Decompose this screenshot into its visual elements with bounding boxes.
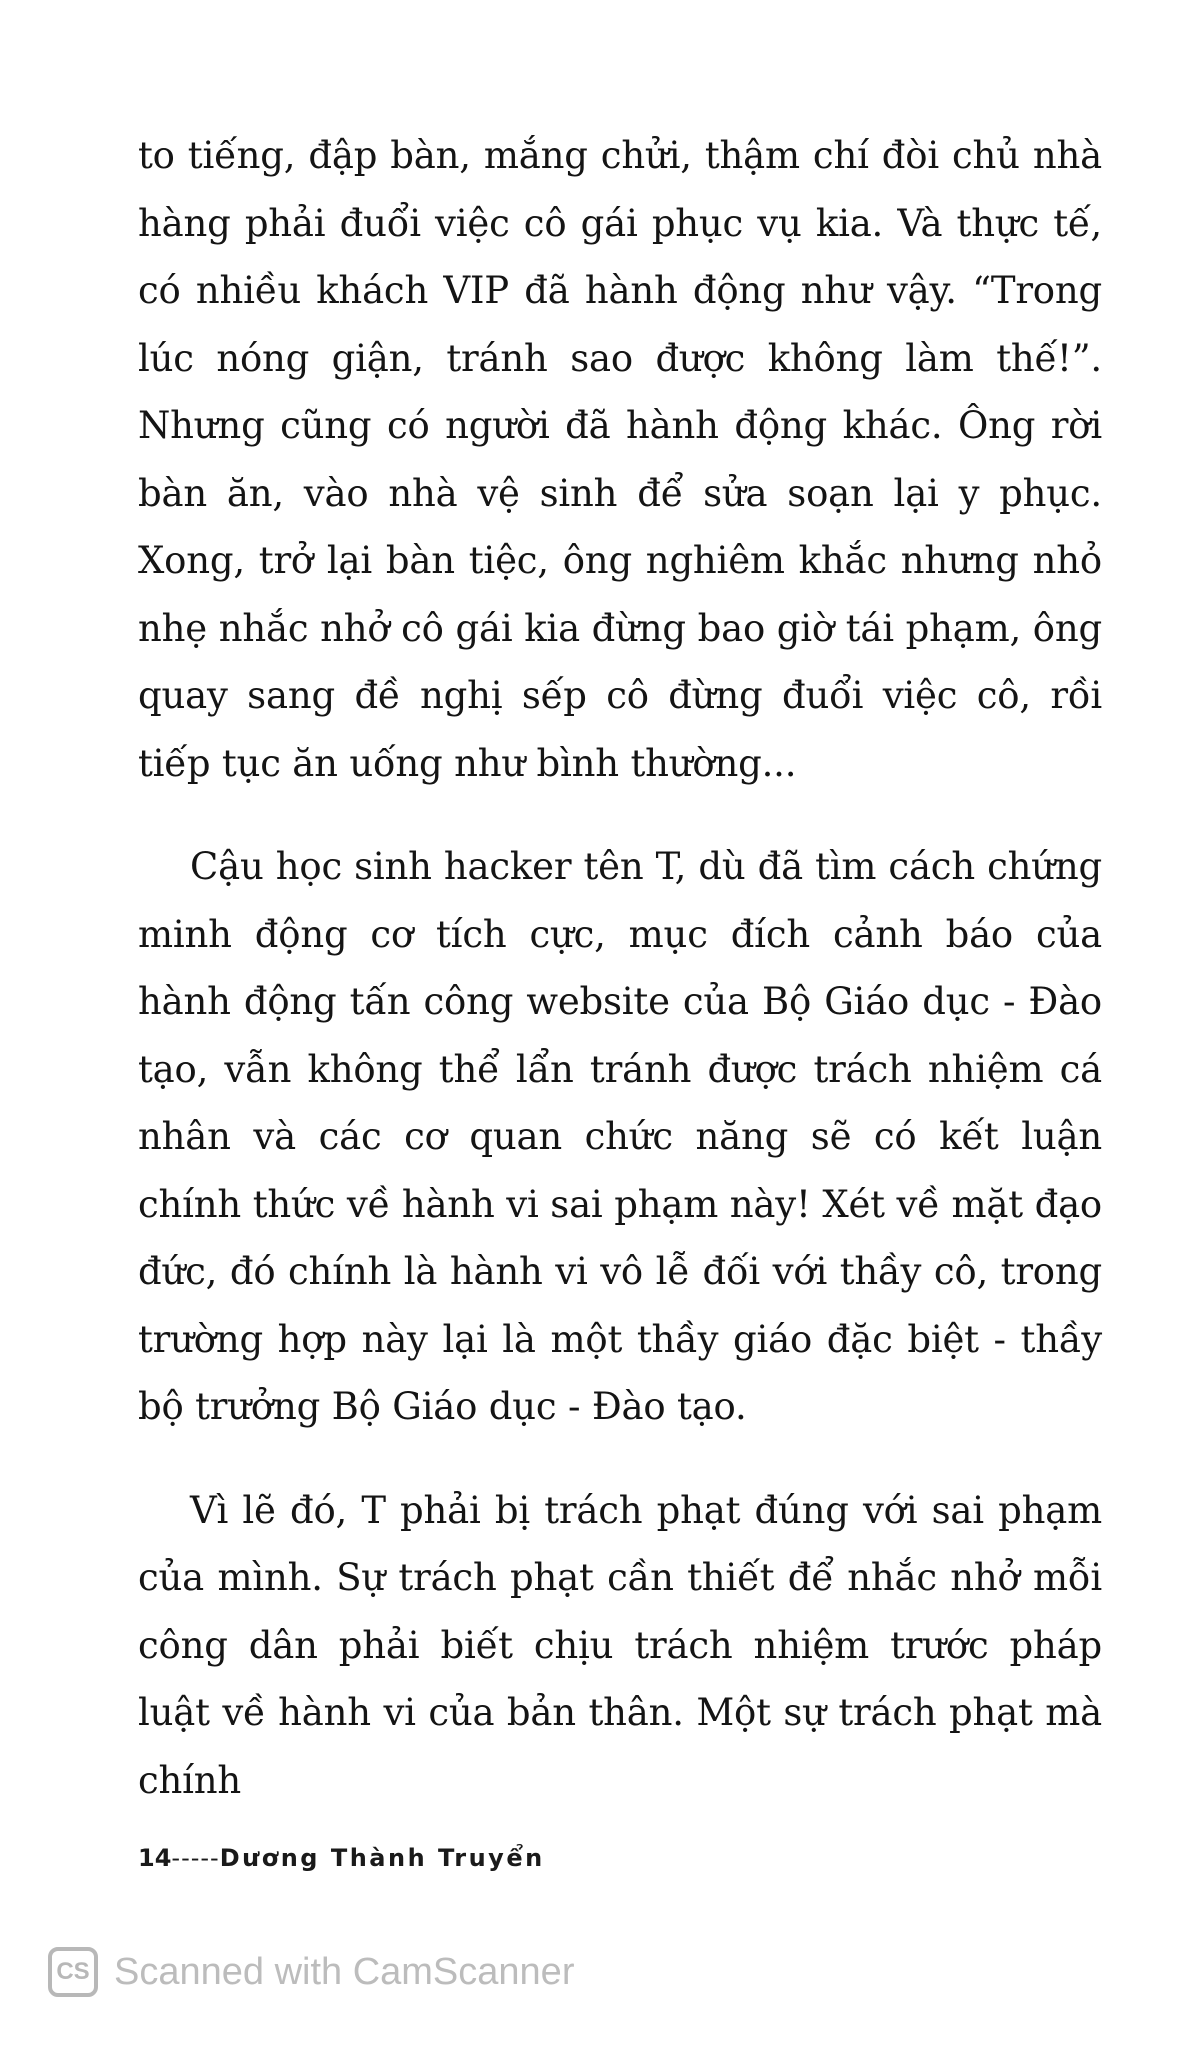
footer-separator: ----- [171,1844,220,1872]
camscanner-logo-icon: CS [48,1947,98,1997]
page-footer [138,1844,545,1872]
watermark-text: Scanned with CamScanner [114,1950,575,1993]
page-number: 14 [138,1844,172,1872]
paragraph-2: Cậu học sinh hacker tên T, dù đã tìm cách chứng minh động cơ tích cực, mục đích cảnh báo của hành động tấn công website của Bộ Giáo dục - Đào tạo, vẫn không thể lẩn tránh được trách nhiệm cá nhân và các cơ quan chức năng sẽ có kết luận chính thức về hành vi sai phạm này! Xét về mặt đạo đức, đó chính là hành vi vô lễ đối với thầy cô, trong trường hợp này lại là một thầy giáo đặc biệt - thầy bộ trưởng Bộ Giáo dục - Đào tạo. [138,845,1102,1428]
paragraph-1: to tiếng, đập bàn, mắng chửi, thậm chí đòi chủ nhà hàng phải đuổi việc cô gái phục vụ kia. Và thực tế, có nhiều khách VIP đã hành động như vậy. “Trong lúc nóng giận, tránh sao được không làm thế!”. Nhưng cũng có người đã hành động khác. Ông rời bàn ăn, vào nhà vệ sinh để sửa soạn lại y phục. Xong, trở lại bàn tiệc, ông nghiêm khắc nhưng nhỏ nhẹ nhắc nhở cô gái kia đừng bao giờ tái phạm, ông quay sang đề nghị sếp cô đừng đuổi việc cô, rồi tiếp tục ăn uống như bình thường... [138,134,1102,785]
body-text [138,122,1102,1814]
scanner-watermark [48,1942,574,2002]
paragraph-3: Vì lẽ đó, T phải bị trách phạt đúng với sai phạm của mình. Sự trách phạt cần thiết để nhắc nhở mỗi công dân phải biết chịu trách nhiệm trước pháp luật về hành vi của bản thân. Một sự trách phạt mà chính [138,1488,1102,1802]
author-name: Dương Thành Truyển [219,1844,545,1872]
